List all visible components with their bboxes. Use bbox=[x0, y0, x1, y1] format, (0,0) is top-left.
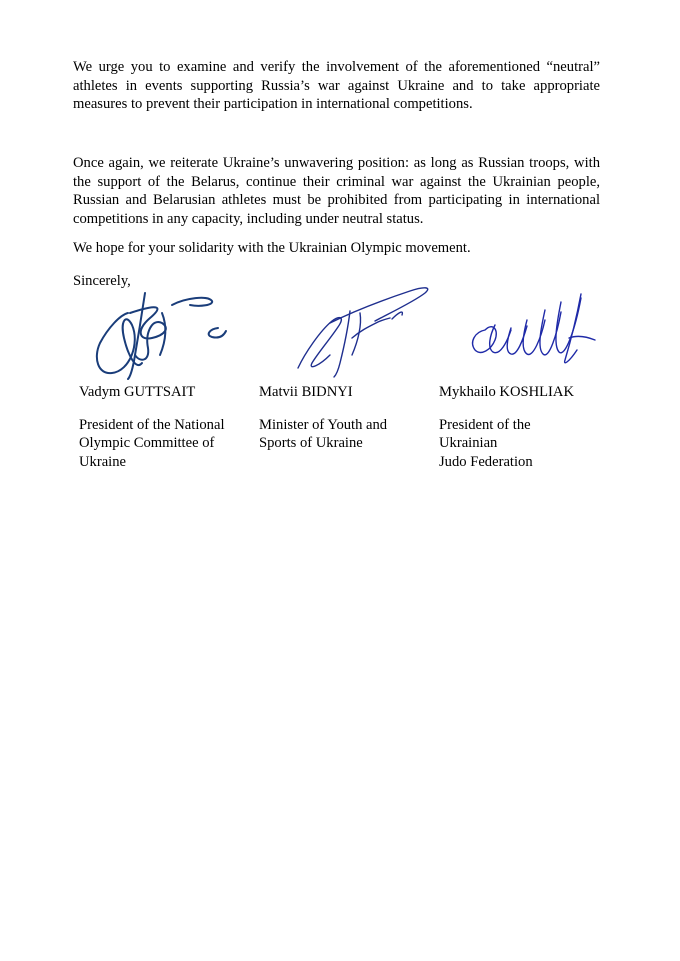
closing-salutation: Sincerely, bbox=[73, 273, 131, 289]
signatory-name: Vadym GUTTSAIT bbox=[79, 384, 196, 400]
signatory-name: Mykhailo KOSHLIAK bbox=[439, 384, 574, 400]
paragraph-solidarity: We hope for your solidarity with the Ukrainian Olympic movement. bbox=[73, 240, 471, 256]
paragraph-ukraine-position: Once again, we reiterate Ukraine’s unwavering position: as long as Russian troops, with the support of the Belarus, continue their criminal war against the Ukrainian people, Russian and Belarusian athletes must be prohibited from participating in international competitions in any capacity, including under neutral status. bbox=[73, 155, 600, 227]
signatory-title: Minister of Youth and Sports of Ukraine bbox=[259, 416, 388, 451]
signatory-koshliak bbox=[439, 383, 609, 471]
signatory-title: President of the Ukrainian Judo Federation bbox=[439, 416, 533, 470]
signatory-bidnyi bbox=[259, 383, 429, 453]
signatory-title: President of the National Olympic Committee of Ukraine bbox=[79, 416, 225, 470]
signature-bidnyi bbox=[290, 283, 435, 378]
signatory-name: Matvii BIDNYI bbox=[259, 384, 353, 400]
signatory-guttsait bbox=[79, 383, 249, 471]
signature-koshliak bbox=[465, 290, 600, 370]
signature-guttsait bbox=[90, 283, 235, 383]
paragraph-verification-request: We urge you to examine and verify the involvement of the aforementioned “neutral” athletes in events supporting Russia’s war against Ukraine and to take appropriate measures to prevent their participation in international competitions. bbox=[73, 59, 600, 112]
